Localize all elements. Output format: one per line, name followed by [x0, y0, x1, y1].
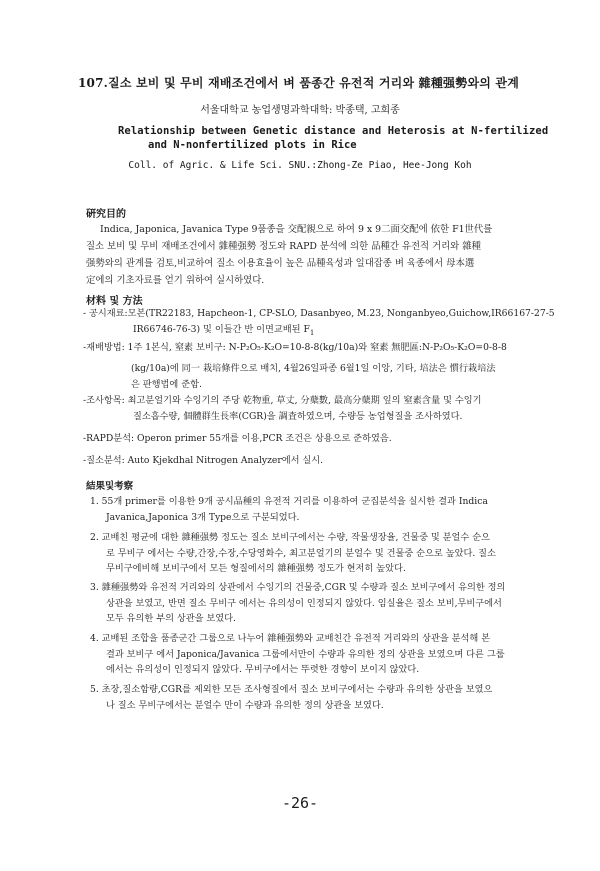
- objective-line: Indica, Japonica, Javanica Type 9품종을 交配親으로 하여 9 x 9二面交配에 依한 F1世代를: [100, 224, 493, 235]
- title-en-line-1: Relationship between Genetic distance and Heterosis at N-fertilized: [118, 125, 549, 137]
- objective-line: 定에의 기초자료를 얻기 위하여 실시하였다.: [86, 275, 265, 286]
- objective-paragraph: [86, 221, 526, 289]
- cultivation-item-cont: [131, 361, 496, 392]
- materials-heading: 材料 및 方法: [86, 296, 143, 307]
- objective-line: 질소 보비 및 무비 재배조건에서 雜種强勢 정도와 RAPD 분석에 의한 品種간 유전적 거리와 雜種: [86, 241, 481, 252]
- rapd-item: [83, 431, 392, 447]
- page-number: -26-: [281, 794, 319, 812]
- result-line: 3. 雜種强勢와 유전적 거리와의 상관에서 수잉기의 건물중,CGR 및 수량과 질소 보비구에서 유의한 정의: [90, 582, 506, 593]
- result-line: 5. 초장,질소함량,CGR를 제외한 모든 조사형질에서 질소 보비구에서는 수량과 유의한 상관을 보였으: [90, 684, 493, 695]
- result-line: 2. 교배친 평균에 대한 雜種强勢 정도는 질소 보비구에서는 수량, 작물생장율, 건물중 및 분얼수 순으: [90, 532, 490, 543]
- result-line: 나 질소 무비구에서는 분얼수 만이 수량과 유의한 정의 상관을 보였다.: [106, 699, 384, 711]
- result-line: 에서는 유의성이 인정되지 않았다. 무비구에서는 뚜렷한 경향이 보이지 않았다.: [106, 664, 420, 675]
- results-heading: 結果및考察: [86, 481, 134, 492]
- materials-line: [83, 322, 555, 341]
- rapd-line: -RAPD분석: Operon primer 55개를 이용,PCR 조건은 상용으로 준하였음.: [83, 433, 392, 444]
- affiliation-english: Coll. of Agric. & Life Sci. SNU.:Zhong-Ze Piao, Hee-Jong Koh: [128, 160, 472, 171]
- nitrogen-line: -질소분석: Auto Kjekdhal Nitrogen Analyzer에서 실시.: [83, 455, 324, 466]
- nitrogen-item: [83, 453, 323, 469]
- paper-title-korean: 107.질소 보비 및 무비 재배조건에서 벼 품종간 유전적 거리와 雜種强勢와의 관계: [78, 76, 519, 90]
- title-en-line-2: and N-nonfertilized plots in Rice: [148, 139, 357, 151]
- survey-line: 질소흡수량, 個體群生長率(CGR)을 調査하였으며, 수량등 농업형질을 조사하였다.: [133, 410, 463, 422]
- cultivation-line: (kg/10a)에 同一 栽培條件으로 배치, 4월26일파종 6월1일 이앙, 기타, 培法은 慣行栽培法: [131, 363, 496, 374]
- paper-title-english: [118, 124, 549, 152]
- materials-item: [83, 306, 555, 341]
- result-line: 1. 55개 primer를 이용한 9개 공시品種의 유전적 거리를 이용하여 군집분석을 실시한 결과 Indica: [90, 496, 488, 507]
- result-line: 결과 보비구 에서 Japonica/Javanica 그룹에서만이 수량과 유의한 정의 상관을 보였으며 다른 그룹: [106, 648, 505, 660]
- materials-text: IR66746-76-3) 및 이들간 반 이면교배된 F: [133, 323, 310, 335]
- result-item-1: [90, 494, 488, 525]
- result-item-4: [90, 631, 505, 678]
- cultivation-item: [83, 340, 507, 356]
- survey-item: [83, 393, 482, 424]
- materials-line: - 공시재료:모본(TR22183, Hapcheon-1, CP-SLO, Dasanbyeo, M.23, Nonganbyeo,Guichow,IR66167-27-5: [83, 308, 555, 319]
- cultivation-line: 은 판행법에 준함.: [131, 378, 202, 390]
- cultivation-line: -재배방법: 1주 1본식, 窒素 보비구: N-P₂O₅-K₂O=10-8-8(kg/10a)와 窒素 無肥區:N-P₂O₅-K₂O=0-8-8: [83, 342, 507, 353]
- survey-line: -조사항목: 최고분얼기와 수잉기의 주당 乾物重, 草丈, 分蘖數, 最高分蘖期 잎의 窒素含量 및 수잉기: [83, 395, 482, 406]
- result-item-2: [90, 530, 496, 577]
- result-line: 무비구에비해 보비구에서 모든 형질에서의 雜種强勢 정도가 현저히 높았다.: [106, 563, 406, 574]
- result-line: 4. 교배된 조합을 품종군간 그룹으로 나누어 雜種强勢와 교배친간 유전적 거리와의 상관을 분석해 본: [90, 633, 491, 644]
- result-line: 모두 유의한 부의 상관을 보였다.: [106, 613, 236, 624]
- subscript: 1: [309, 328, 315, 337]
- result-line: Javanica,Japonica 3개 Type으로 구분되었다.: [106, 511, 300, 523]
- objective-line: 强勢와의 관계를 검토,비교하여 질소 이용효율이 높은 品種육성과 일대잡종 벼 육종에서 母本選: [86, 258, 475, 269]
- result-line: 로 무비구 에서는 수량,간장,수장,수당영화수, 최고분얼기의 분얼수 및 건물중 순으로 높았다. 질소: [106, 547, 496, 559]
- affiliation-korean: 서울대학교 농업생명과학대학: 박종택, 고희종: [200, 105, 400, 116]
- objective-heading: 硏究目的: [86, 209, 126, 220]
- result-line: 상관을 보였고, 반면 질소 무비구 에서는 유의성이 인정되지 않았다. 임실율은 질소 보비,무비구에서: [106, 597, 502, 609]
- result-item-3: [90, 580, 505, 627]
- result-item-5: [90, 682, 492, 713]
